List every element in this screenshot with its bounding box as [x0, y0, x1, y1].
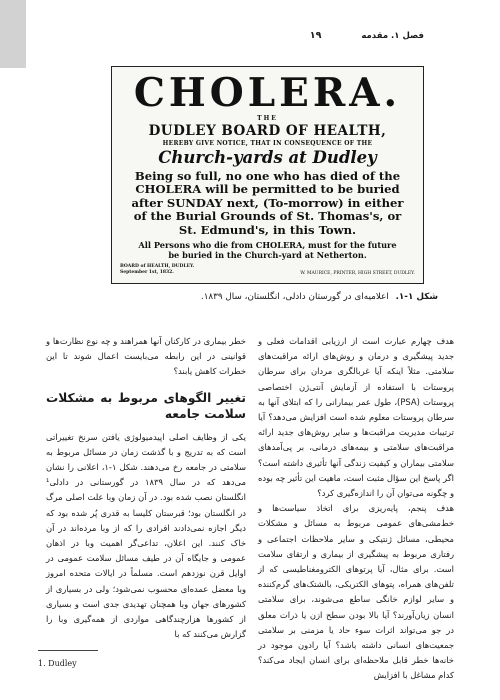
running-head: [40, 30, 424, 41]
column-right: [258, 334, 454, 684]
paragraph: هدف پنجم، پایه‌ریزی برای اتخاذ سیاست‌ها و خط‌مشی‌های عمومی مربوط به مسائل و مشکلات محیطی، مسائل ژنتیکی و سایر ملاحظات اجتماعی و رفتاری مربوط به پیشگیری از بیماری و ارتقای سلامت است. برای مثال، آیا پرتوهای الکترومغناطیسی که از تلفن‌های همراه، پتوهای الکتریکی، بالشتک‌های گرم‌کننده و سایر لوازم خانگی ساطع می‌شوند، برای سلامتی انسان زیان‌آورند؟ آیا بالا بودن سطح ازن یا ذرات معلق در جو می‌تواند اثرات سوء حاد یا مزمنی بر سلامتی جمعیت‌های انسانی داشته باشد؟ آیا رادون موجود در خانه‌ها خطر قابل ملاحظه‌ای برای انسان ایجاد می‌کند؟ کدام مشاغل با افزایش: [258, 503, 454, 681]
poster-body-line: St. Edmund's, in this Town.: [178, 222, 357, 237]
poster-date: September 1st, 1832.: [120, 270, 174, 276]
poster-signature-row: [120, 264, 415, 276]
chapter-title: فصل ۱. مقدمه: [361, 30, 424, 41]
poster-notice: HEREBY GIVE NOTICE, THAT IN CONSEQUENCE OF THE: [162, 140, 373, 147]
poster-body-line: after SUNDAY next, (To-morrow) in either: [131, 195, 404, 210]
poster-all-persons-line: All Persons who die from CHOLERA, must for the future: [138, 240, 397, 251]
paragraph: خطر بیماری در کارکنان آنها همراهند و چه نوع نظارت‌ها و قوانینی در این رابطه می‌بایست اعمال شوند تا این خطرات کاهش یابند؟: [46, 336, 246, 377]
poster-all-persons: [112, 241, 423, 260]
poster-church: Church-yards at Dudley: [158, 148, 377, 167]
poster-body-line: CHOLERA will be permitted to be buried: [135, 182, 400, 197]
section-heading: تغییر الگوهای مربوط به مشکلات سلامت جامعه: [46, 390, 246, 421]
figure-caption: [118, 292, 438, 302]
column-left: [46, 334, 246, 642]
poster-body-line: of the Burial Grounds of St. Thomas's, or: [133, 209, 402, 224]
figure-caption-label: شکل ۱-۱.: [395, 292, 438, 302]
poster-the: THE: [257, 115, 278, 122]
poster-signature-line: BOARD of HEALTH, DUDLEY.: [120, 264, 195, 270]
poster-body-line: Being so full, no one who has died of the: [134, 169, 401, 183]
poster-signature: [120, 264, 194, 276]
page-number: ۱۹: [309, 30, 322, 41]
paragraph: یکی از وظایف اصلی اپیدمیولوژی یافتن سرنخ تغییراتی است که به تدریج و با گذشت زمان در مسائل مربوط به سلامتی در جامعه رخ می‌دهند. شکل ۱-۱، اعلانی را نشان می‌دهد که در سال ۱۸۳۹ در گورستانی در دادلی¹ انگلستان نصب شده بود. در آن زمان وبا علت اصلی مرگ در انگلستان بود؛ قبرستان کلیسا به قدری پُر شده بود که دیگر اجازه نمی‌دادند افرادی را که از وبا مرده‌اند در آن خاک کنند. این اعلان، تداعی‌گر اهمیت وبا در اذهان عمومی و جایگاه آن در طیف مسائل سلامت عمومی در اوایل قرن نوزدهم است. مسلماً در ایالات متحده امروز وبا معضل عمده‌ای محسوب نمی‌شود؛ ولی در بسیاری از کشورهای جهان وبا همچنان تهدیدی جدی است و بسیاری از کشورها هزارچندگاهی مواردی از همه‌گیری وبا را گزارش می‌کنند که با: [46, 431, 247, 640]
poster-printer: W. MAURICE, PRINTER, HIGH STREET, DUDLEY.: [300, 271, 415, 277]
corner-tab: [0, 0, 26, 68]
poster-board: DUDLEY BOARD OF HEALTH,: [148, 123, 387, 139]
poster-body: [112, 170, 423, 237]
poster-headline: CHOLERA.: [133, 70, 402, 116]
cholera-poster-figure: [111, 66, 424, 284]
footnote-divider: [38, 650, 98, 651]
poster-all-persons-line: be buried in the Church-yard at Netherton.: [168, 249, 367, 260]
figure-caption-text: اعلامیه‌ای در گورستان دادلی، انگلستان، سال ۱۸۳۹.: [200, 292, 389, 302]
footnote: 1. Dudley: [38, 659, 77, 668]
paragraph: هدف چهارم عبارت است از ارزیابی اقدامات فعلی و جدید پیشگیری و درمان و روش‌های ارائه مراقبت‌های سلامتی. مثلاً اینکه آیا غربالگری مردان برای سرطان پروستات با استفاده از آزمایش آنتی‌ژن اختصاصی پروستات (PSA)، طول عمر بیمارانی را که ابتلای آنها به سرطان پروستات معلوم شده است افزایش می‌دهد؟ آیا ترتیبات مدیریت مراقبت‌ها و سایر روش‌های جدید ارائه مراقبت‌های سلامتی و بیمه‌های درمانی، بر پی‌آمدهای سلامتی بیماران و کیفیت زندگی آنها تأثیری داشته است؟ اگر پاسخ این سؤال مثبت است، ماهیت این تأثیر چه بوده و چگونه می‌توان آن را اندازه‌گیری کرد؟: [258, 336, 454, 499]
